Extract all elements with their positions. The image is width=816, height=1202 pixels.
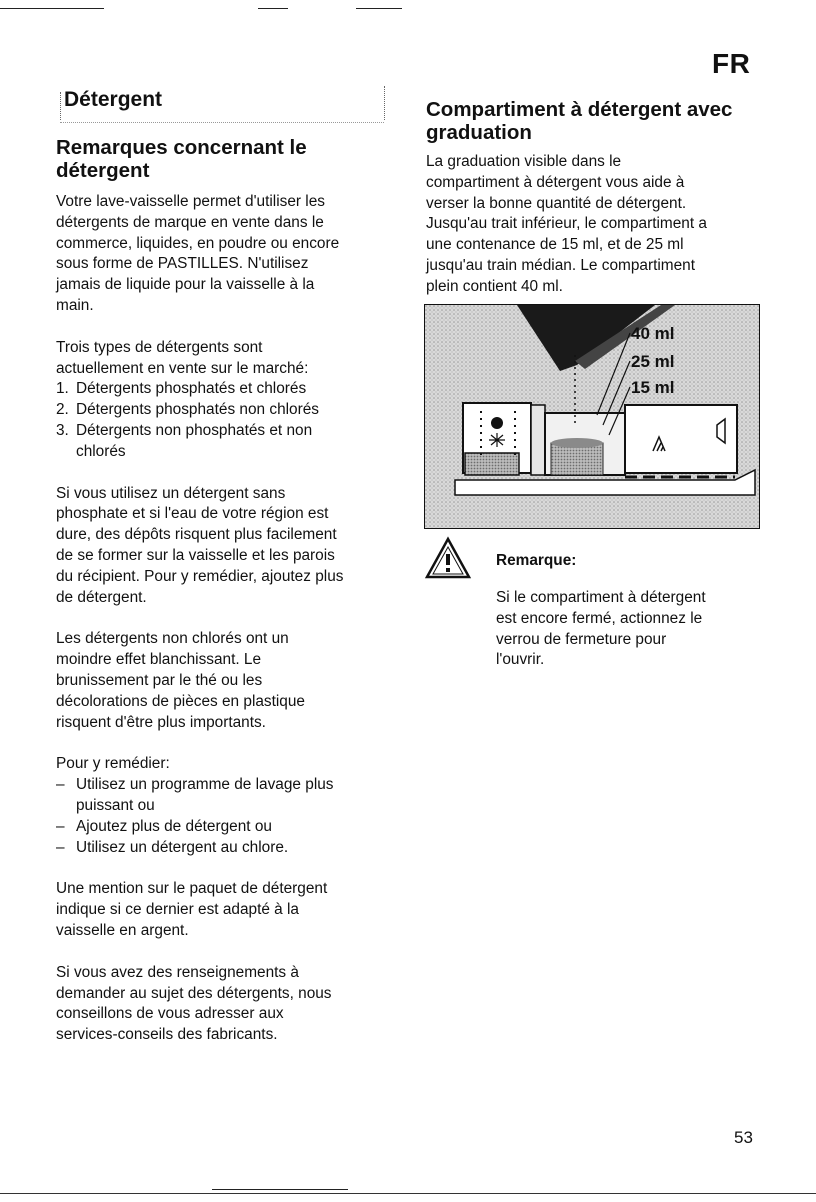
note-text: Si le compartiment à détergent est encore fermé, actionnez le verrou de fermeture pour l'ouvrir.: [496, 589, 706, 669]
right-heading: Compartiment à détergent avec graduation: [426, 98, 733, 144]
graduation-label-25: 25 ml: [631, 352, 675, 371]
paragraph-types-intro: Trois types de détergents sont actuellement en vente sur le marché:: [56, 338, 309, 377]
paragraph-remedy-intro: Pour y remédier:: [56, 755, 170, 773]
paragraph-graduation: La graduation visible dans le compartiment à détergent vous aide à verser la bonne quantité de détergent. Jusqu'au trait inférieur, le compartiment a une contenance de 15 ml, et de 25 ml jusqu'au train médian. Le compartiment plein contient 40 ml.: [426, 153, 707, 295]
graduation-label-15: 15 ml: [631, 378, 675, 397]
list-item: – Ajoutez plus de détergent ou: [56, 817, 272, 835]
paragraph-advice: Si vous avez des renseignements à demander au sujet des détergents, nous conseillons de vous adresser aux services-conseils des fabricants.: [56, 963, 332, 1044]
paragraph-phosphate: Si vous utilisez un détergent sans phosphate et si l'eau de votre région est dure, des dépôts risquent plus facilement de se former sur la vaisselle et les parois du récipient. Pour y remédier, ajoutez plus de détergent.: [56, 484, 344, 606]
note-title: Remarque:: [496, 552, 577, 569]
warning-triangle-icon: [424, 536, 472, 580]
detergent-compartment-figure: [424, 304, 760, 529]
top-rule-mid: [258, 8, 288, 9]
language-code: FR: [712, 48, 751, 79]
top-rule-right: [356, 8, 402, 9]
left-heading: Remarques concernant le détergent: [56, 136, 307, 182]
section-title: Détergent: [64, 88, 163, 111]
left-column: [56, 136, 392, 1046]
bottom-rule-short: [212, 1189, 348, 1190]
paragraph-chlorine: Les détergents non chlorés ont un moindre effet blanchissant. Le brunissement par le thé ou les décolorations de pièces en plastique risquent d'être plus importants.: [56, 630, 305, 731]
list-item: – Utilisez un détergent au chlore.: [56, 838, 289, 856]
note-block: [496, 552, 766, 671]
list-item: 3. Détergents non phosphatés et non chlorés: [56, 421, 313, 460]
paragraph-silver: Une mention sur le paquet de détergent indique si ce dernier est adapté à la vaisselle en argent.: [56, 880, 328, 939]
list-item: 2. Détergents phosphatés non chlorés: [56, 401, 319, 419]
top-rule-left: [0, 8, 104, 9]
bottom-rule: [0, 1193, 816, 1194]
list-item: – Utilisez un programme de lavage plus puissant ou: [56, 776, 334, 814]
graduation-label-40: 40 ml: [631, 324, 675, 343]
page-number: 53: [734, 1128, 753, 1147]
right-column: [426, 98, 766, 298]
section-frame-left: [60, 92, 62, 120]
compartment-illustration: [425, 305, 759, 528]
section-frame-bottom: [60, 122, 384, 124]
paragraph-brands: Votre lave-vaisselle permet d'utiliser les détergents de marque en vente dans le commerce, liquides, en poudre ou encore sous forme de PASTILLES. N'utilisez jamais de liquide pour la vaisselle à la main.: [56, 193, 340, 314]
section-frame-right: [384, 86, 386, 120]
list-item: 1. Détergents phosphatés et chlorés: [56, 380, 307, 398]
detergent-types-list: [56, 379, 392, 462]
warning-icon-wrap: [424, 536, 472, 580]
remedies-list: [56, 775, 392, 858]
